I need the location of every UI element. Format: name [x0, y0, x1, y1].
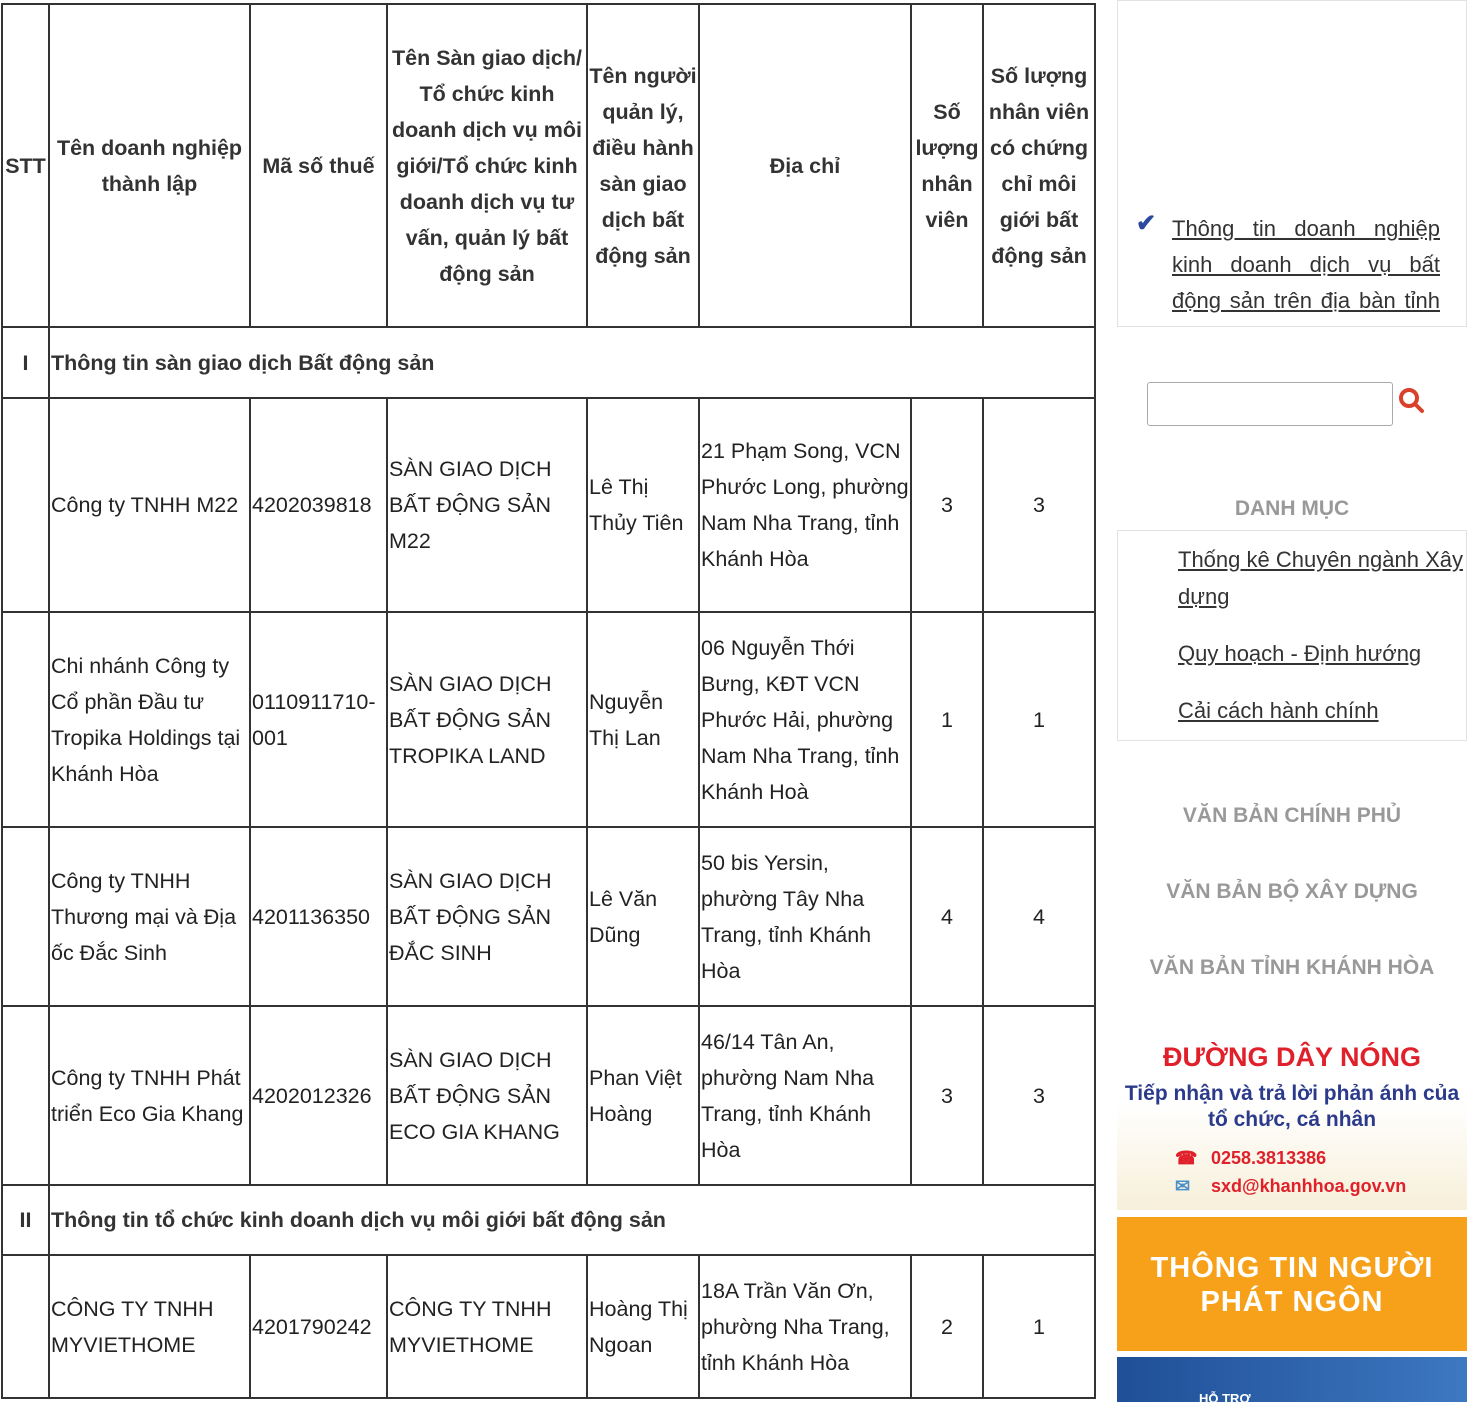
column-header: Địa chỉ [699, 4, 911, 327]
search-input[interactable] [1147, 382, 1393, 426]
staff-count-cell: 4 [911, 827, 983, 1006]
search-icon[interactable] [1398, 387, 1426, 415]
manager-cell: Hoàng Thị Ngoan [587, 1255, 699, 1398]
table-row [2, 612, 1095, 827]
column-header: Số lượng nhân viên có chứng chỉ môi giới bất động sản [983, 4, 1095, 327]
exchange-cell: SÀN GIAO DỊCH BẤT ĐỘNG SẢN ECO GIA KHANG [387, 1006, 587, 1185]
support-banner[interactable]: HỖ TRỢ [1117, 1357, 1467, 1402]
category-link[interactable]: Thống kê Chuyên ngành Xây dựng [1178, 547, 1463, 609]
phone-icon: ☎ [1175, 1148, 1198, 1168]
tax-code-cell: 4202039818 [250, 398, 387, 612]
category-link[interactable]: Quy hoạch - Định hướng [1178, 641, 1422, 666]
manager-cell: Phan Việt Hoàng [587, 1006, 699, 1185]
section-title: Thông tin sàn giao dịch Bất động sản [49, 327, 1095, 398]
check-icon: ✔ [1136, 210, 1157, 237]
tax-code-cell: 4201790242 [250, 1255, 387, 1398]
section-title: Thông tin tổ chức kinh doanh dịch vụ môi giới bất động sản [49, 1185, 1095, 1255]
category-box [1117, 530, 1467, 741]
stt-cell [2, 1006, 49, 1185]
hotline-title: ĐƯỜNG DÂY NÓNG [1163, 1042, 1421, 1072]
staff-count-cell: 3 [911, 398, 983, 612]
table-row [2, 827, 1095, 1006]
column-header: Tên người quản lý, điều hành sàn giao dịch bất động sản [587, 4, 699, 327]
column-header: Tên doanh nghiệp thành lập [49, 4, 250, 327]
active-link-box [1117, 0, 1467, 327]
heading-province-docs[interactable]: VĂN BẢN TỈNH KHÁNH HÒA [1149, 956, 1435, 979]
exchange-cell: SÀN GIAO DỊCH BẤT ĐỘNG SẢN ĐẮC SINH [387, 827, 587, 1006]
column-header: Mã số thuế [250, 4, 387, 327]
manager-cell: Lê Thị Thủy Tiên [587, 398, 699, 612]
column-header: STT [2, 4, 49, 327]
section-number: II [2, 1185, 49, 1255]
spokesperson-banner[interactable]: THÔNG TIN NGƯỜI PHÁT NGÔN [1117, 1217, 1467, 1351]
manager-cell: Lê Văn Dũng [587, 827, 699, 1006]
manager-cell: Nguyễn Thị Lan [587, 612, 699, 827]
business-table [1, 3, 1096, 1399]
hotline-email: sxd@khanhhoa.gov.vn [1211, 1176, 1407, 1196]
certified-count-cell: 1 [983, 612, 1095, 827]
hotline-subtitle: Tiếp nhận và trả lời phản ánh của tổ chức, cá nhân [1124, 1082, 1460, 1131]
heading-government-docs[interactable]: VĂN BẢN CHÍNH PHỦ [1182, 804, 1402, 827]
staff-count-cell: 3 [911, 1006, 983, 1185]
address-cell: 06 Nguyễn Thới Bưng, KĐT VCN Phước Hải, phường Nam Nha Trang, tỉnh Khánh Hoà [699, 612, 911, 827]
heading-ministry-docs[interactable]: VĂN BẢN BỘ XÂY DỰNG [1166, 880, 1418, 903]
table-row [2, 398, 1095, 612]
column-header: Số lượng nhân viên [911, 4, 983, 327]
section-number: I [2, 327, 49, 398]
tax-code-cell: 4202012326 [250, 1006, 387, 1185]
category-heading: DANH MỤC [1234, 497, 1350, 520]
staff-count-cell: 1 [911, 612, 983, 827]
exchange-cell: CÔNG TY TNHH MYVIETHOME [387, 1255, 587, 1398]
exchange-cell: SÀN GIAO DỊCH BẤT ĐỘNG SẢN M22 [387, 398, 587, 612]
tax-code-cell: 4201136350 [250, 827, 387, 1006]
section-row [2, 327, 1095, 398]
certified-count-cell: 1 [983, 1255, 1095, 1398]
header-row [2, 4, 1095, 327]
category-link[interactable]: Cải cách hành chính [1178, 698, 1379, 723]
email-icon: ✉ [1175, 1176, 1191, 1196]
certified-count-cell: 3 [983, 1006, 1095, 1185]
certified-count-cell: 4 [983, 827, 1095, 1006]
hotline-phone: 0258.3813386 [1211, 1148, 1327, 1168]
staff-count-cell: 2 [911, 1255, 983, 1398]
company-cell: Công ty TNHH Thương mại và Địa ốc Đắc Sinh [49, 827, 250, 1006]
company-cell: Công ty TNHH Phát triển Eco Gia Khang [49, 1006, 250, 1185]
stt-cell [2, 398, 49, 612]
stt-cell [2, 1255, 49, 1398]
company-cell: Công ty TNHH M22 [49, 398, 250, 612]
hotline-banner[interactable] [1117, 1030, 1467, 1210]
address-cell: 50 bis Yersin, phường Tây Nha Trang, tỉnh Khánh Hòa [699, 827, 911, 1006]
company-cell: Chi nhánh Công ty Cổ phần Đầu tư Tropika Holdings tại Khánh Hòa [49, 612, 250, 827]
table-row [2, 1255, 1095, 1398]
company-cell: CÔNG TY TNHH MYVIETHOME [49, 1255, 250, 1398]
section-row [2, 1185, 1095, 1255]
address-cell: 18A Trần Văn Ơn, phường Nha Trang, tỉnh Khánh Hòa [699, 1255, 911, 1398]
address-cell: 46/14 Tân An, phường Nam Nha Trang, tỉnh Khánh Hòa [699, 1006, 911, 1185]
exchange-cell: SÀN GIAO DỊCH BẤT ĐỘNG SẢN TROPIKA LAND [387, 612, 587, 827]
stt-cell [2, 612, 49, 827]
tax-code-cell: 0110911710-001 [250, 612, 387, 827]
certified-count-cell: 3 [983, 398, 1095, 612]
address-cell: 21 Phạm Song, VCN Phước Long, phường Nam Nha Trang, tỉnh Khánh Hòa [699, 398, 911, 612]
column-header: Tên Sàn giao dịch/ Tổ chức kinh doanh dịch vụ môi giới/Tổ chức kinh doanh dịch vụ tư vấn, quản lý bất động sản [387, 4, 587, 327]
table-row [2, 1006, 1095, 1185]
active-link[interactable]: Thông tin doanh nghiệp kinh doanh dịch vụ bất động sản trên địa bàn tỉnh [1172, 216, 1440, 313]
stt-cell [2, 827, 49, 1006]
